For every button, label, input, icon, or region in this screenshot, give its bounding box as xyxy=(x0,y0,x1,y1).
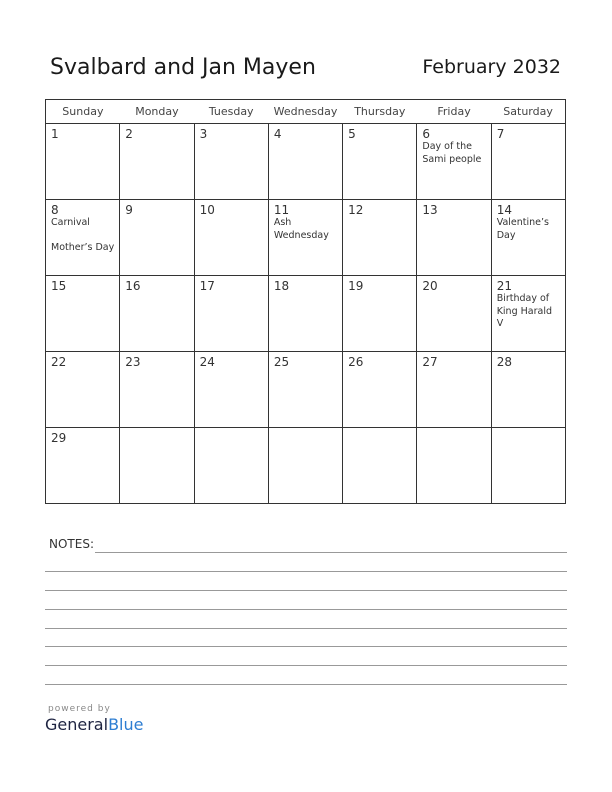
day-cell xyxy=(417,276,491,352)
day-cell xyxy=(491,124,565,200)
holiday-label: Valentine’s Day xyxy=(496,217,549,241)
day-cell xyxy=(120,124,194,200)
notes-label: NOTES: xyxy=(49,537,94,551)
day-cell xyxy=(194,200,268,276)
powered-by-text: powered by xyxy=(48,704,111,714)
day-number: 29 xyxy=(51,431,67,445)
note-line xyxy=(45,684,567,685)
day-cell xyxy=(268,200,342,276)
day-cell xyxy=(120,276,194,352)
calendar-country-title: Svalbard and Jan Mayen xyxy=(50,55,316,80)
week-row xyxy=(46,200,566,276)
day-cell xyxy=(491,200,565,276)
day-number: 24 xyxy=(199,355,215,369)
day-cell xyxy=(194,352,268,428)
day-number: 13 xyxy=(422,203,438,217)
day-number: 15 xyxy=(51,279,67,293)
day-number: 20 xyxy=(422,279,438,293)
day-cell xyxy=(491,352,565,428)
day-cell xyxy=(491,276,565,352)
weekday-header-row xyxy=(46,100,566,124)
day-cell xyxy=(343,428,417,504)
day-number: 10 xyxy=(199,203,215,217)
note-line xyxy=(45,609,567,610)
week-row xyxy=(46,276,566,352)
day-number: 2 xyxy=(125,127,133,141)
brand-blue: Blue xyxy=(108,715,144,734)
day-cell xyxy=(343,352,417,428)
day-cell xyxy=(46,352,120,428)
weekday-monday: Monday xyxy=(120,100,194,124)
calendar-grid xyxy=(45,99,566,504)
week-row xyxy=(46,124,566,200)
calendar-month-title: February 2032 xyxy=(422,56,561,78)
day-number: 18 xyxy=(273,279,290,293)
day-number: 3 xyxy=(199,127,208,141)
day-cell xyxy=(194,276,268,352)
day-number: 14 xyxy=(496,203,512,217)
note-line xyxy=(45,590,567,591)
brand-general: General xyxy=(45,715,109,734)
weekday-thursday: Thursday xyxy=(343,100,417,124)
day-number: 17 xyxy=(199,279,215,293)
day-cell xyxy=(491,428,565,504)
day-cell xyxy=(343,124,417,200)
holiday-label: Ash Wednesday xyxy=(273,217,329,241)
weekday-wednesday: Wednesday xyxy=(268,100,342,124)
day-number: 28 xyxy=(496,355,512,369)
day-cell xyxy=(268,276,342,352)
note-line xyxy=(45,628,567,629)
generalblue-logo xyxy=(45,704,143,734)
brand-name xyxy=(45,715,143,734)
day-cell xyxy=(268,124,342,200)
day-cell xyxy=(194,428,268,504)
holiday-label: Birthday of King Harald V xyxy=(496,293,552,329)
day-number: 22 xyxy=(51,355,67,369)
note-line xyxy=(45,646,567,647)
weekday-tuesday: Tuesday xyxy=(194,100,268,124)
day-cell xyxy=(268,352,342,428)
day-number: 27 xyxy=(422,355,438,369)
day-cell xyxy=(46,428,120,504)
day-number: 21 xyxy=(496,279,512,293)
day-cell xyxy=(46,276,120,352)
day-number: 12 xyxy=(348,203,364,217)
day-number: 23 xyxy=(125,355,141,369)
day-cell xyxy=(120,352,194,428)
day-number: 11 xyxy=(273,203,290,217)
day-number: 5 xyxy=(348,127,356,141)
day-cell xyxy=(194,124,268,200)
day-cell xyxy=(46,124,120,200)
day-number: 8 xyxy=(51,203,59,217)
day-cell xyxy=(46,200,120,276)
weekday-sunday: Sunday xyxy=(46,100,120,124)
day-number: 25 xyxy=(273,355,290,369)
day-cell xyxy=(417,200,491,276)
day-number: 6 xyxy=(422,127,431,141)
day-number: 9 xyxy=(125,203,133,217)
day-number: 19 xyxy=(348,279,364,293)
day-cell xyxy=(417,352,491,428)
holiday-label: Carnival xyxy=(51,217,90,228)
week-row xyxy=(46,352,566,428)
holiday-label: Mother’s Day xyxy=(51,241,115,253)
day-cell xyxy=(268,428,342,504)
day-cell xyxy=(120,428,194,504)
day-number: 1 xyxy=(51,127,59,141)
week-row xyxy=(46,428,566,504)
weekday-saturday: Saturday xyxy=(491,100,565,124)
weekday-friday: Friday xyxy=(417,100,491,124)
day-cell xyxy=(343,200,417,276)
day-cell xyxy=(417,428,491,504)
note-line xyxy=(95,552,567,553)
day-cell xyxy=(120,200,194,276)
day-cell xyxy=(343,276,417,352)
day-number: 16 xyxy=(125,279,141,293)
day-number: 4 xyxy=(273,127,282,141)
note-line xyxy=(45,665,567,666)
day-number: 26 xyxy=(348,355,364,369)
note-line xyxy=(45,571,567,572)
holiday-label: Day of the Sami people xyxy=(422,141,482,165)
day-cell xyxy=(417,124,491,200)
day-number: 7 xyxy=(496,127,505,141)
